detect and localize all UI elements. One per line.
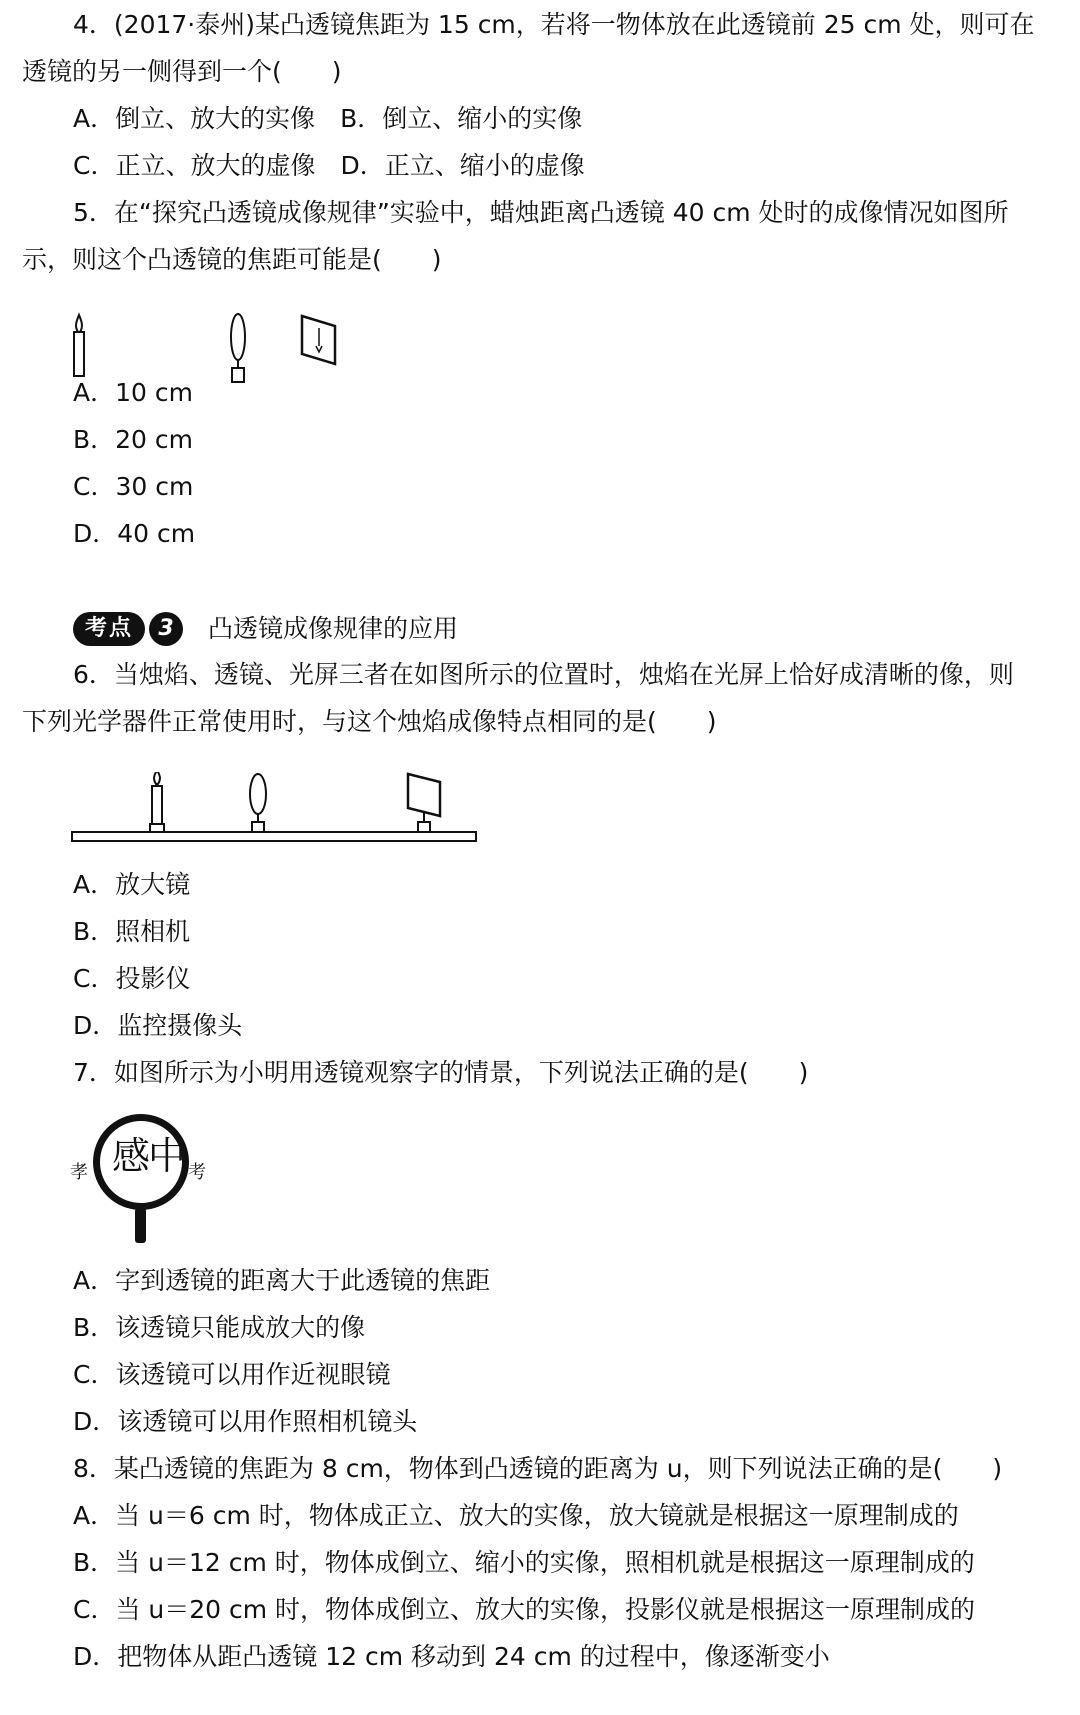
q7-option-a: A．字到透镜的距离大于此透镜的焦距 xyxy=(73,1266,491,1295)
candle-icon xyxy=(150,772,164,832)
q8-option-a: A．当 u＝6 cm 时，物体成正立、放大的实像，放大镜就是根据这一原理制成的 xyxy=(73,1501,959,1530)
q6-figure-optical-bench xyxy=(70,772,480,852)
q6-stem-line1: 6．当烛焰、透镜、光屏三者在如图所示的位置时，烛焰在光屏上恰好成清晰的像，则 xyxy=(73,660,1014,689)
q4-options-cd: C．正立、放大的虚像 D．正立、缩小的虚像 xyxy=(73,151,585,180)
q6-stem-line2: 下列光学器件正常使用时，与这个烛焰成像特点相同的是( ) xyxy=(22,707,717,736)
q7-option-c: C．该透镜可以用作近视眼镜 xyxy=(73,1360,391,1389)
q5-option-b: B．20 cm xyxy=(73,425,194,454)
q5-option-a: A．10 cm xyxy=(73,378,193,407)
section-title: 凸透镜成像规律的应用 xyxy=(208,614,459,643)
q5-option-c: C．30 cm xyxy=(73,472,194,501)
q6-option-c: C．投影仪 xyxy=(73,964,191,993)
magnifier-handle xyxy=(135,1208,146,1243)
q7-option-d: D．该透镜可以用作照相机镜头 xyxy=(73,1407,418,1436)
lens-icon xyxy=(250,774,266,832)
q7-left-char: 孝 xyxy=(70,1162,88,1183)
q7-magnified-text: 感中 xyxy=(111,1134,184,1178)
q6-option-a: A．放大镜 xyxy=(73,870,191,899)
q8-stem: 8．某凸透镜的焦距为 8 cm，物体到凸透镜的距离为 u，则下列说法正确的是( ) xyxy=(73,1454,1003,1483)
q4-options-ab: A．倒立、放大的实像 B．倒立、缩小的实像 xyxy=(73,104,583,133)
q6-option-d: D．监控摄像头 xyxy=(73,1011,243,1040)
screen-icon xyxy=(408,774,440,832)
q7-stem: 7．如图所示为小明用透镜观察字的情景，下列说法正确的是( ) xyxy=(73,1058,809,1087)
q5-option-d: D．40 cm xyxy=(73,519,196,548)
q8-option-c: C．当 u＝20 cm 时，物体成倒立、放大的实像，投影仪就是根据这一原理制成的 xyxy=(73,1595,976,1624)
q4-stem-line1: 4．(2017·泰州)某凸透镜焦距为 15 cm，若将一物体放在此透镜前 25 cm 处，则可在 xyxy=(73,10,1035,39)
optical-bench xyxy=(72,832,476,841)
candle-icon xyxy=(74,315,84,376)
q8-option-b: B．当 u＝12 cm 时，物体成倒立、缩小的实像，照相机就是根据这一原理制成的 xyxy=(73,1548,975,1577)
q4-stem-line2: 透镜的另一侧得到一个( ) xyxy=(22,57,342,86)
q5-stem-line1: 5．在“探究凸透镜成像规律”实验中，蜡烛距离凸透镜 40 cm 处时的成像情况如图所 xyxy=(73,198,1009,227)
q7-right-char: 考 xyxy=(188,1162,206,1183)
q5-stem-line2: 示，则这个凸透镜的焦距可能是( ) xyxy=(22,245,442,274)
screen-icon xyxy=(302,316,335,364)
section-badge xyxy=(73,611,173,647)
q8-option-d: D．把物体从距凸透镜 12 cm 移动到 24 cm 的过程中，像逐渐变小 xyxy=(73,1642,830,1671)
q7-figure-magnifier xyxy=(70,1112,220,1242)
section-badge-label: 考点 xyxy=(73,612,145,646)
q6-option-b: B．照相机 xyxy=(73,917,191,946)
q7-option-b: B．该透镜只能成放大的像 xyxy=(73,1313,366,1342)
section-badge-number: 3 xyxy=(149,612,183,646)
